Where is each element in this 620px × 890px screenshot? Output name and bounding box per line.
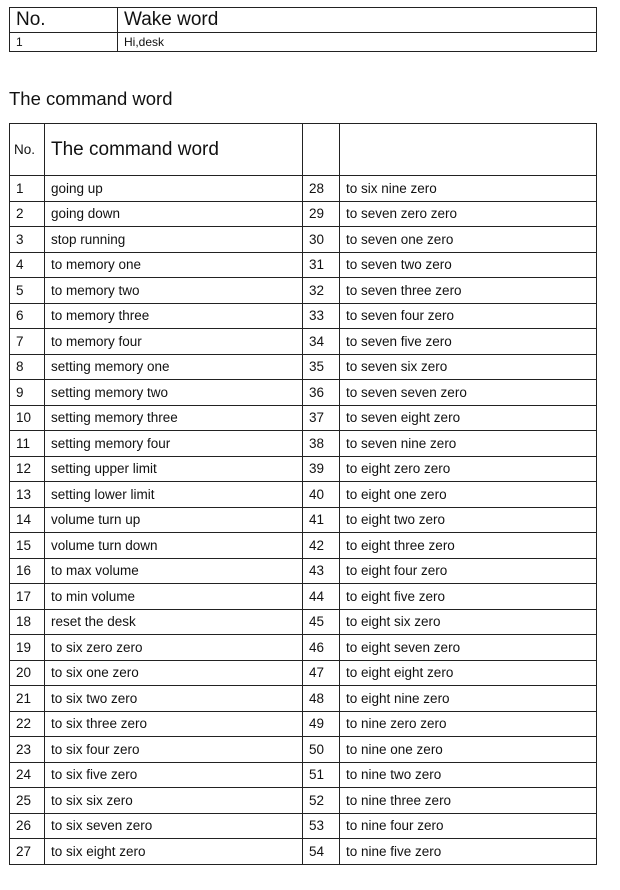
table-row [10,456,597,482]
row-number-cell-2: 50 [303,737,340,763]
command-word-cell: going down [45,201,303,227]
table-row [10,227,597,253]
row-number-cell-2: 40 [303,482,340,508]
command-word-cell-2: to eight five zero [340,584,597,610]
row-number-cell: 7 [10,329,45,355]
command-word-cell: to memory four [45,329,303,355]
table-row [10,762,597,788]
command-word-cell-2: to eight one zero [340,482,597,508]
command-word-header: The command word [45,124,303,176]
table-row [10,737,597,763]
no-header-2 [303,124,340,176]
row-number-cell: 3 [10,227,45,253]
row-number-cell: 22 [10,711,45,737]
table-row [10,788,597,814]
command-word-cell: to min volume [45,584,303,610]
wake-no-cell: 1 [10,33,118,52]
wake-word-header: Wake word [118,8,597,33]
command-word-cell-2: to seven six zero [340,354,597,380]
command-word-cell: to six three zero [45,711,303,737]
command-table-header [10,124,597,176]
row-number-cell-2: 54 [303,839,340,865]
section-title: The command word [9,88,173,109]
command-word-cell-2: to seven four zero [340,303,597,329]
table-row [10,660,597,686]
command-word-cell-2: to nine two zero [340,762,597,788]
command-word-cell-2: to nine four zero [340,813,597,839]
row-number-cell: 4 [10,252,45,278]
row-number-cell-2: 45 [303,609,340,635]
command-word-cell: going up [45,176,303,202]
command-word-cell-2: to eight six zero [340,609,597,635]
row-number-cell: 9 [10,380,45,406]
table-row [10,686,597,712]
row-number-cell: 20 [10,660,45,686]
table-row [10,405,597,431]
command-word-cell: setting lower limit [45,482,303,508]
command-word-cell: to six two zero [45,686,303,712]
command-word-cell: setting memory one [45,354,303,380]
command-word-cell: to six six zero [45,788,303,814]
command-word-cell-2: to seven seven zero [340,380,597,406]
command-word-cell-2: to nine one zero [340,737,597,763]
table-row [10,584,597,610]
table-row [10,380,597,406]
row-number-cell: 17 [10,584,45,610]
row-number-cell-2: 34 [303,329,340,355]
command-word-cell: to six zero zero [45,635,303,661]
row-number-cell: 19 [10,635,45,661]
row-number-cell-2: 30 [303,227,340,253]
command-word-cell: to six one zero [45,660,303,686]
row-number-cell-2: 43 [303,558,340,584]
row-number-cell: 26 [10,813,45,839]
row-number-cell: 11 [10,431,45,457]
table-row [10,431,597,457]
row-number-cell: 21 [10,686,45,712]
command-word-cell: to memory three [45,303,303,329]
command-word-cell-2: to eight zero zero [340,456,597,482]
row-number-cell-2: 46 [303,635,340,661]
row-number-cell-2: 37 [303,405,340,431]
command-word-cell: volume turn down [45,533,303,559]
table-row [10,329,597,355]
row-number-cell-2: 41 [303,507,340,533]
command-word-cell-2: to seven eight zero [340,405,597,431]
command-word-cell-2: to seven zero zero [340,201,597,227]
table-row [10,711,597,737]
row-number-cell: 2 [10,201,45,227]
row-number-cell-2: 28 [303,176,340,202]
wake-no-header: No. [10,8,118,33]
command-word-cell-2: to seven one zero [340,227,597,253]
row-number-cell: 16 [10,558,45,584]
command-word-cell: volume turn up [45,507,303,533]
row-number-cell: 5 [10,278,45,304]
command-word-cell: setting memory four [45,431,303,457]
row-number-cell: 1 [10,176,45,202]
row-number-cell-2: 38 [303,431,340,457]
wake-word-table [9,7,597,52]
row-number-cell-2: 32 [303,278,340,304]
table-row [10,176,597,202]
row-number-cell: 10 [10,405,45,431]
row-number-cell-2: 33 [303,303,340,329]
wake-table-header [10,8,597,33]
command-word-cell: to six four zero [45,737,303,763]
row-number-cell: 13 [10,482,45,508]
table-row [10,354,597,380]
table-row [10,558,597,584]
command-word-cell-2: to eight seven zero [340,635,597,661]
command-word-cell-2: to eight three zero [340,533,597,559]
command-word-cell-2: to eight nine zero [340,686,597,712]
row-number-cell: 15 [10,533,45,559]
row-number-cell: 14 [10,507,45,533]
command-word-cell: setting memory three [45,405,303,431]
command-word-cell: reset the desk [45,609,303,635]
table-row [10,813,597,839]
command-word-cell-2: to nine five zero [340,839,597,865]
wake-word-cell: Hi,desk [118,33,597,52]
table-row [10,201,597,227]
row-number-cell-2: 42 [303,533,340,559]
command-word-cell: setting upper limit [45,456,303,482]
row-number-cell: 24 [10,762,45,788]
command-word-cell-2: to eight four zero [340,558,597,584]
row-number-cell: 27 [10,839,45,865]
row-number-cell: 6 [10,303,45,329]
row-number-cell-2: 36 [303,380,340,406]
table-row [10,482,597,508]
command-word-cell-2: to seven nine zero [340,431,597,457]
command-word-cell: to memory two [45,278,303,304]
command-word-cell-2: to eight two zero [340,507,597,533]
row-number-cell-2: 53 [303,813,340,839]
table-row [10,507,597,533]
table-row [10,609,597,635]
command-word-cell-2: to nine zero zero [340,711,597,737]
table-row [10,839,597,865]
row-number-cell-2: 49 [303,711,340,737]
table-row [10,303,597,329]
row-number-cell: 23 [10,737,45,763]
command-word-cell-2: to seven two zero [340,252,597,278]
command-word-cell: stop running [45,227,303,253]
command-word-cell-2: to eight eight zero [340,660,597,686]
command-word-cell: to memory one [45,252,303,278]
row-number-cell-2: 47 [303,660,340,686]
row-number-cell-2: 29 [303,201,340,227]
command-word-cell-2: to seven five zero [340,329,597,355]
command-word-cell-2: to nine three zero [340,788,597,814]
row-number-cell: 12 [10,456,45,482]
command-word-cell: to six seven zero [45,813,303,839]
table-row [10,252,597,278]
row-number-cell: 18 [10,609,45,635]
command-word-cell: to six eight zero [45,839,303,865]
row-number-cell: 25 [10,788,45,814]
table-row [10,635,597,661]
row-number-cell-2: 31 [303,252,340,278]
row-number-cell-2: 51 [303,762,340,788]
row-number-cell-2: 52 [303,788,340,814]
row-number-cell: 8 [10,354,45,380]
table-row [10,533,597,559]
row-number-cell-2: 44 [303,584,340,610]
table-row [10,278,597,304]
command-word-cell: to six five zero [45,762,303,788]
command-word-cell: to max volume [45,558,303,584]
row-number-cell-2: 35 [303,354,340,380]
command-word-table [9,123,597,865]
command-word-cell-2: to six nine zero [340,176,597,202]
row-number-cell-2: 48 [303,686,340,712]
row-number-cell-2: 39 [303,456,340,482]
command-word-cell-2: to seven three zero [340,278,597,304]
table-row [10,33,597,52]
no-header: No. [10,124,45,176]
command-word-cell: setting memory two [45,380,303,406]
command-word-header-2 [340,124,597,176]
